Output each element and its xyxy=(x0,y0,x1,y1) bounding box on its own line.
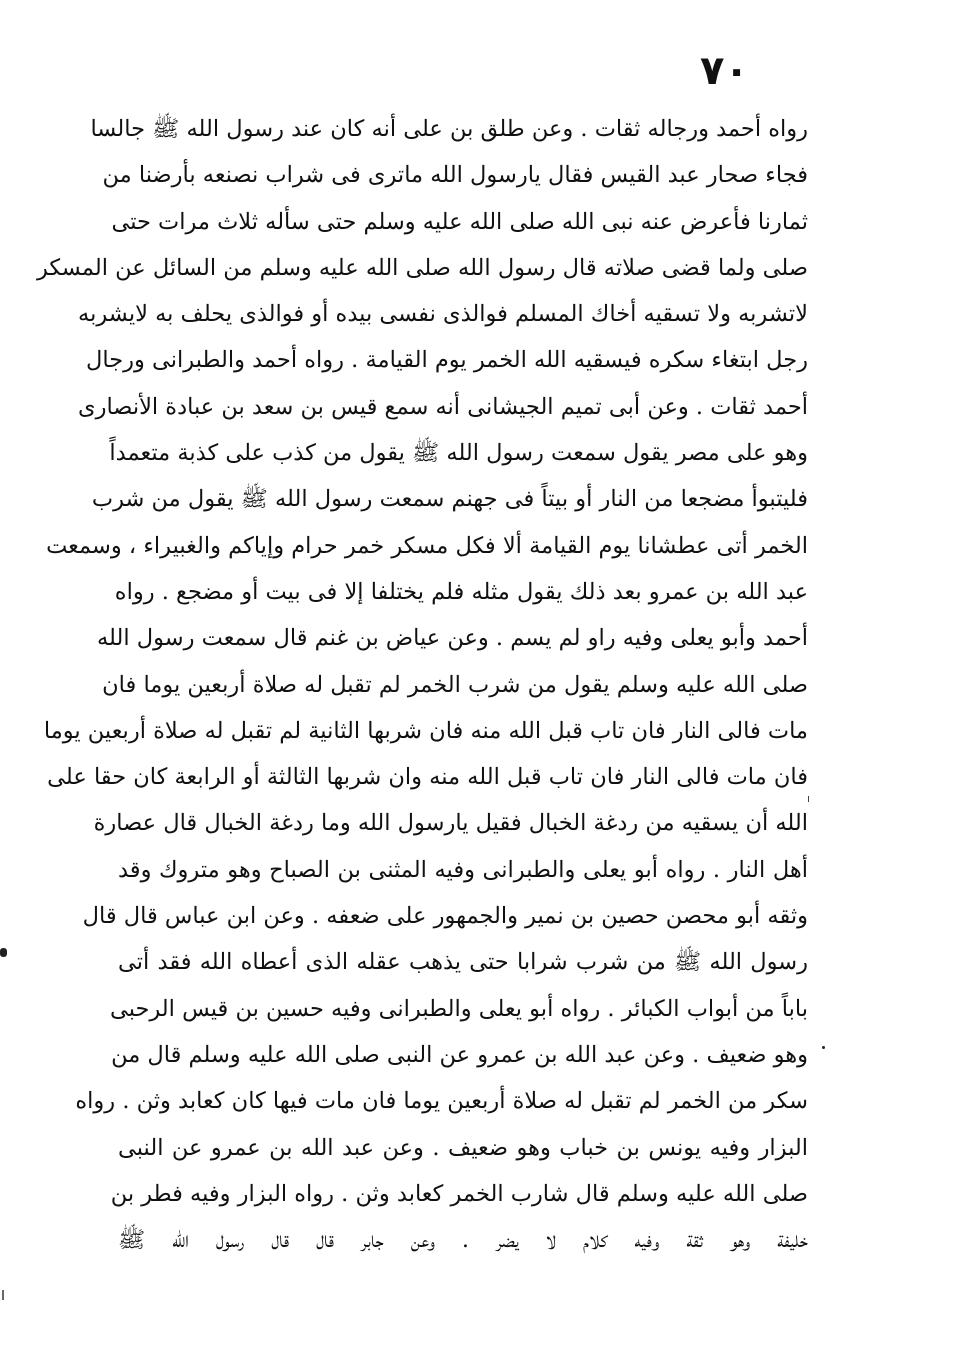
text-line: رواه أحمد ورجاله ثقات . وعن طلق بن على أنه كان عند رسول الله ﷺ جالسا xyxy=(90,116,808,142)
text-line: فجاء صحار عبد القيس فقال يارسول الله ماترى فى شراب نصنعه بأرضنا من xyxy=(102,162,808,189)
page-number: ٧٠ xyxy=(700,48,749,94)
text-line: فليتبوأ مضجعا من النار أو بيتاً فى جهنم سمعت رسول الله ﷺ يقول من شرب xyxy=(91,486,808,513)
text-line: فان مات فالى النار فان تاب قبل الله منه وان شربها الثالثة أو الرابعة كان حقا على xyxy=(47,764,808,791)
scan-mark xyxy=(2,1290,4,1300)
text-line: لاتشربه ولا تسقيه أخاك المسلم فوالذى نفسى بيده أو فوالذى يحلف به لايشربه xyxy=(78,301,808,328)
text-line: مات فالى النار فان تاب قبل الله منه فان شربها الثانية لم تقبل له صلاة أربعين يوما xyxy=(43,717,808,744)
text-line: الله أن يسقيه من ردغة الخبال فقيل يارسول الله وما ردغة الخبال قال عصارة xyxy=(93,810,808,837)
text-line: الخمر أتى عطشانا يوم القيامة ألا فكل مسكر خمر حرام وإياكم والغبيراء ، وسمعت xyxy=(46,532,808,559)
text-line: رجل ابتغاء سكره فيسقيه الله الخمر يوم القيامة . رواه أحمد والطبرانى ورجال xyxy=(86,347,808,374)
text-line: خليفة وهو ثقة وفيه كلام لا يضر . وعن جابر قال قال رسول الله ﷺ xyxy=(118,1227,808,1254)
text-line: أهل النار . رواه أبو يعلى والطبرانى وفيه المثنى بن الصباح وهو متروك وقد xyxy=(118,856,808,883)
scan-mark xyxy=(822,1046,825,1049)
text-line: أحمد وأبو يعلى وفيه راو لم يسم . وعن عياض بن غنم قال سمعت رسول الله xyxy=(96,625,808,652)
text-line: وثقه أبو محصن حصين بن نمير والجمهور على ضعفه . وعن ابن عباس قال قال xyxy=(82,903,808,930)
text-line: وهو على مصر يقول سمعت رسول الله ﷺ يقول من كذب على كذبة متعمداً xyxy=(109,440,808,467)
text-line: البزار وفيه يونس بن خباب وهو ضعيف . وعن عبد الله بن عمرو عن النبى xyxy=(118,1134,808,1161)
text-line: سكر من الخمر لم تقبل له صلاة أربعين يوما فان مات فيها كان كعابد وثن . رواه xyxy=(75,1088,808,1115)
scan-mark xyxy=(808,796,809,802)
text-line: باباً من أبواب الكبائر . رواه أبو يعلى والطبرانى وفيه حسين بن قيس الرحبى xyxy=(109,995,808,1022)
body-text xyxy=(36,106,808,1263)
text-line: صلى الله عليه وسلم يقول من شرب الخمر لم تقبل له صلاة أربعين يوما فان xyxy=(102,671,808,698)
text-line: ثمارنا فأعرض عنه نبى الله صلى الله عليه وسلم حتى سأله ثلاث مرات حتى xyxy=(111,208,808,235)
text-line: رسول الله ﷺ من شرب شرابا حتى يذهب عقله الذى أعطاه الله فقد أتى xyxy=(118,949,808,976)
scan-mark xyxy=(0,948,7,957)
text-line: صلى الله عليه وسلم قال شارب الخمر كعابد وثن . رواه البزار وفيه فطر بن xyxy=(110,1180,808,1207)
text-line: وهو ضعيف . وعن عبد الله بن عمرو عن النبى صلى الله عليه وسلم قال من xyxy=(111,1041,808,1068)
text-line: عبد الله بن عمرو بعد ذلك يقول مثله فلم يختلفا إلا فى بيت أو مضجع . رواه xyxy=(114,578,808,605)
text-line: أحمد ثقات . وعن أبى تميم الجيشانى أنه سمع قيس بن سعد بن عبادة الأنصارى xyxy=(77,393,808,420)
text-line: صلى ولما قضى صلاته قال رسول الله صلى الله عليه وسلم من السائل عن المسكر xyxy=(36,254,808,281)
